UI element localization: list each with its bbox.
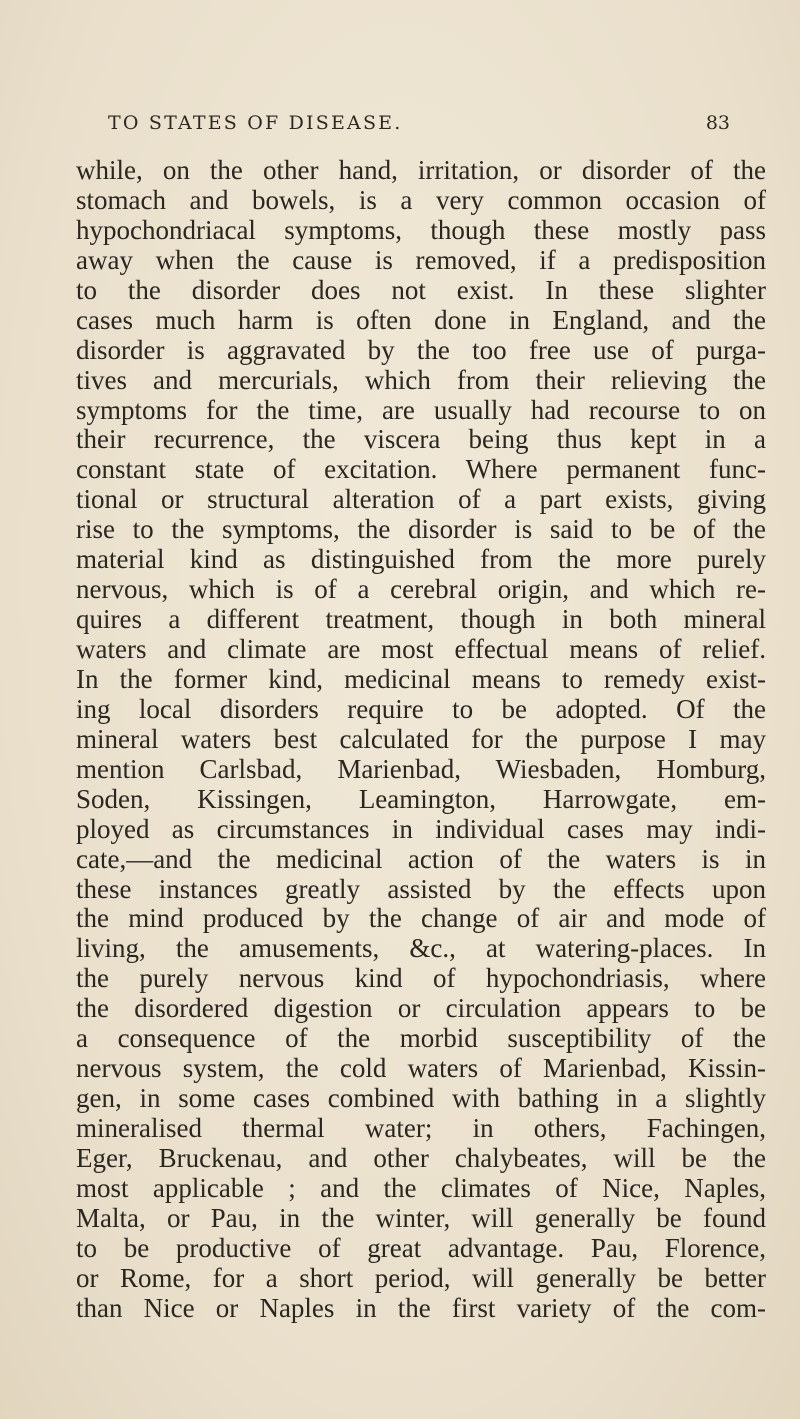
text-line: these instances greatly assisted by the effects upon bbox=[76, 874, 766, 904]
text-line: tional or structural alteration of a part exists, giving bbox=[76, 485, 766, 515]
text-line: mineralised thermal water; in others, Fachingen, bbox=[76, 1114, 766, 1143]
text-line: ing local disorders require to be adopted. Of the bbox=[76, 694, 766, 724]
text-line: material kind as distinguished from the more purely bbox=[76, 545, 766, 575]
text-line: waters and climate are most effectual means of relief. bbox=[76, 635, 766, 664]
text-line: nervous system, the cold waters of Marienbad, Kissin- bbox=[76, 1054, 766, 1084]
text-line: mention Carlsbad, Marienbad, Wiesbaden, Homburg, bbox=[76, 754, 766, 784]
text-line: disorder is aggravated by the too free use of purga- bbox=[76, 335, 766, 365]
text-line: their recurrence, the viscera being thus kept in a bbox=[76, 425, 766, 455]
text-line: quires a different treatment, though in both mineral bbox=[76, 605, 766, 635]
text-line: ployed as circumstances in individual cases may indi- bbox=[76, 814, 766, 844]
text-line: Soden, Kissingen, Leamington, Harrowgate, em- bbox=[76, 784, 766, 814]
text-line: cases much harm is often done in England, and the bbox=[76, 305, 766, 335]
page-number: 83 bbox=[705, 112, 730, 134]
text-line: constant state of excitation. Where permanent func- bbox=[76, 455, 766, 485]
text-line: gen, in some cases combined with bathing in a slightly bbox=[76, 1084, 766, 1114]
text-line: Eger, Bruckenau, and other chalybeates, will be the bbox=[76, 1143, 766, 1173]
text-line: In the former kind, medicinal means to remedy exist- bbox=[76, 664, 766, 694]
text-line: hypochondriacal symptoms, though these mostly pass bbox=[76, 215, 766, 245]
text-line: the purely nervous kind of hypochondriasis, where bbox=[76, 964, 766, 994]
text-line: symptoms for the time, are usually had recourse to on bbox=[76, 395, 766, 425]
text-line: while, on the other hand, irritation, or disorder of the bbox=[76, 156, 766, 185]
running-head: TO STATES OF DISEASE. bbox=[108, 112, 403, 134]
text-line: stomach and bowels, is a very common occasion of bbox=[76, 185, 766, 215]
text-line: most applicable ; and the climates of Nice, Naples, bbox=[76, 1173, 766, 1203]
text-line: Malta, or Pau, in the winter, will generally be found bbox=[76, 1203, 766, 1233]
text-line: mineral waters best calculated for the purpose I may bbox=[76, 724, 766, 754]
text-line: rise to the symptoms, the disorder is said to be of the bbox=[76, 515, 766, 545]
text-line: a consequence of the morbid susceptibility of the bbox=[76, 1024, 766, 1054]
page-header bbox=[0, 112, 800, 142]
text-line: nervous, which is of a cerebral origin, and which re- bbox=[76, 575, 766, 605]
text-line: or Rome, for a short period, will generally be better bbox=[76, 1263, 766, 1293]
text-line: cate,—and the medicinal action of the waters is in bbox=[76, 844, 766, 874]
text-line: than Nice or Naples in the first variety of the com- bbox=[76, 1293, 766, 1323]
text-line: away when the cause is removed, if a predisposition bbox=[76, 245, 766, 275]
text-line: tives and mercurials, which from their relieving the bbox=[76, 365, 766, 395]
text-line: to the disorder does not exist. In these slighter bbox=[76, 275, 766, 305]
text-line: to be productive of great advantage. Pau, Florence, bbox=[76, 1233, 766, 1263]
text-line: the mind produced by the change of air and mode of bbox=[76, 904, 766, 934]
text-line: the disordered digestion or circulation appears to be bbox=[76, 994, 766, 1024]
text-line: living, the amusements, &c., at watering-places. In bbox=[76, 934, 766, 964]
body-text bbox=[76, 156, 766, 1324]
